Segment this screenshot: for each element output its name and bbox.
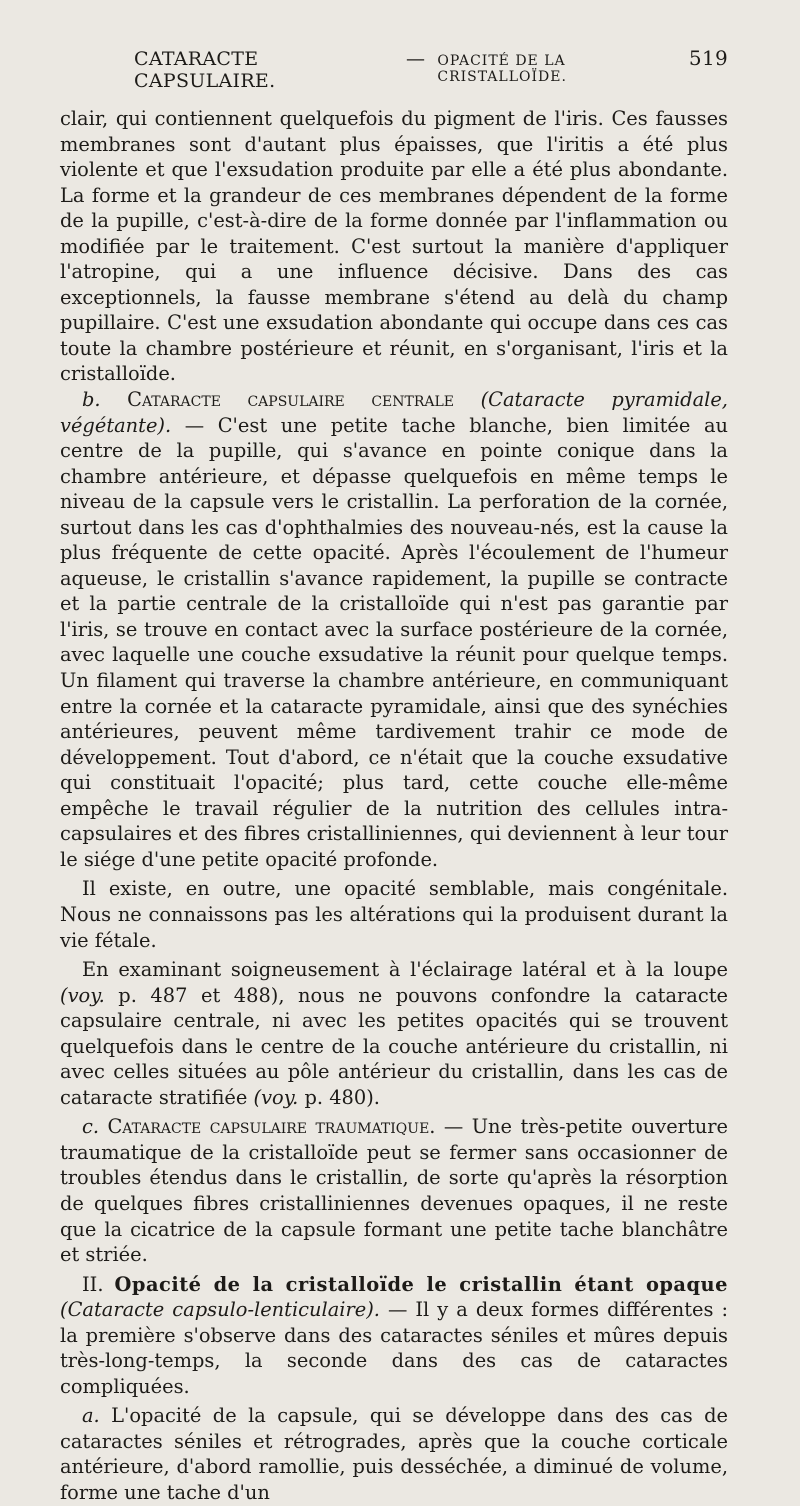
section-label-b: b. [82, 388, 101, 412]
paragraph-cataracte-centrale [60, 387, 728, 872]
running-head-separator: — [406, 48, 426, 70]
paragraph-opacite-a [60, 1403, 728, 1505]
paragraph-examen [60, 957, 728, 1110]
examen-ref-a: (voy. [60, 983, 105, 1007]
section-label-a: a. [82, 1404, 100, 1428]
running-head [134, 46, 728, 92]
section-italic-centrale: (Cataracte pyramidale, végétante). [60, 388, 728, 437]
section-heading-opaque: Opacité de la cristalloïde le cristallin étant opaque [114, 1272, 728, 1296]
section-label-c: c. [82, 1115, 100, 1139]
paragraph-continuation: clair, qui contiennent quelquefois du pigment de l'iris. Ces fausses membranes sont d'autant plus épaisses, que l'iritis a été plus violente et que l'exsudation produite par elle a été plus abondante. La forme et la grandeur de ces membranes dépendent de la forme de la pupille, c'est-à-dire de la forme donnée par l'inflammation ou modifiée par le traitement. C'est surtout la manière d'appliquer l'atropine, qui a une influence décisive. Dans des cas exceptionnels, la fausse membrane s'étend au delà du champ pupillaire. C'est une exsudation abondante qui occupe dans ces cas toute la chambre postérieure et réunit, en s'organisant, l'iris et la cristalloïde. [60, 107, 728, 386]
section-label-ii: II. [82, 1272, 104, 1296]
paragraph-congenitale: Il existe, en outre, une opacité semblable, mais congénitale. Nous ne connaissons pas les altérations qui la produisent durant la vie fétale. [60, 877, 728, 952]
examen-text-c: p. 480). [304, 1085, 380, 1109]
section-italic-capsulo: (Cataracte capsulo-lenticulaire). [60, 1298, 380, 1322]
examen-text-a: En examinant soigneusement à l'éclairage latéral et à la loupe [82, 958, 728, 982]
section-text-traumatique: — Une très-petite ouverture traumatique de la cristalloïde peut se fermer sans occasionner de troubles étendus dans le cristallin, de sorte qu'après la résorption de quelques fibres cristalliniennes devenues opaques, il ne reste que la cicatrice de la capsule formant une petite tache blanchâtre et striée. [60, 1115, 728, 1267]
section-text-a: L'opacité de la capsule, qui se développe dans des cas de cataractes séniles et rétrogrades, après que la couche corticale antérieure, d'abord ramollie, puis desséchée, a diminué de volume, forme une tache d'un [60, 1404, 728, 1504]
paragraph-traumatique [60, 1114, 728, 1267]
examen-ref-b: (voy. [253, 1085, 299, 1109]
section-heading-traumatique: Cataracte capsulaire traumatique. [107, 1115, 436, 1139]
section-text-capsulo: — Il y a deux formes différentes : la première s'observe dans des cataractes séniles et mûres depuis très-long-temps, la seconde dans des cas de cataractes compliquées. [60, 1298, 728, 1398]
running-head-subtitle: OPACITÉ DE LA CRISTALLOÏDE. [437, 53, 567, 85]
section-text-centrale: — C'est une petite tache blanche, bien limitée au centre de la pupille, qui s'avance en pointe conique dans la chambre antérieure, et dépasse quelquefois en même temps le niveau de la capsule vers le cristallin. La perforation de la cornée, surtout dans les cas d'ophthalmies des nouveau-nés, est la cause la plus fréquente de cette opacité. Après l'écoulement de l'humeur aqueuse, le cristallin s'avance rapidement, la pupille se contracte et la partie centrale de la cristalloïde qui n'est pas garantie par l'iris, se trouve en contact avec la surface postérieure de la cornée, avec laquelle une couche exsudative la réunit pour quelque temps. Un filament qui traverse la chambre antérieure, en communiquant entre la cornée et la cataracte pyramidale, ainsi que des synéchies antérieures, peuvent même tardivement trahir ce mode de développement. Tout d'abord, ce n'était que la couche exsudative qui constituait l'opacité; plus tard, cette couche elle-même empêche le travail régulier de la nutrition des cellules intra-capsulaires et des fibres cristalliniennes, qui deviennent à leur tour le siége d'une petite opacité profonde. [60, 413, 728, 871]
running-head-title: CATARACTE CAPSULAIRE. [134, 48, 276, 92]
page-number: 519 [688, 46, 728, 70]
examen-text-b: p. 487 et 488), nous ne pouvons confondre la cataracte capsulaire centrale, ni avec les petites opacités qui se trouvent quelquefois dans le centre de la couche antérieure du cristallin, ni avec celles situées au pôle antérieur du cristallin, dans les cas de cataracte stratifiée [60, 983, 728, 1109]
body-text [60, 106, 728, 1506]
section-heading-centrale: Cataracte capsulaire centrale [127, 388, 455, 412]
paragraph-capsulo-lenticulaire [60, 1272, 728, 1400]
